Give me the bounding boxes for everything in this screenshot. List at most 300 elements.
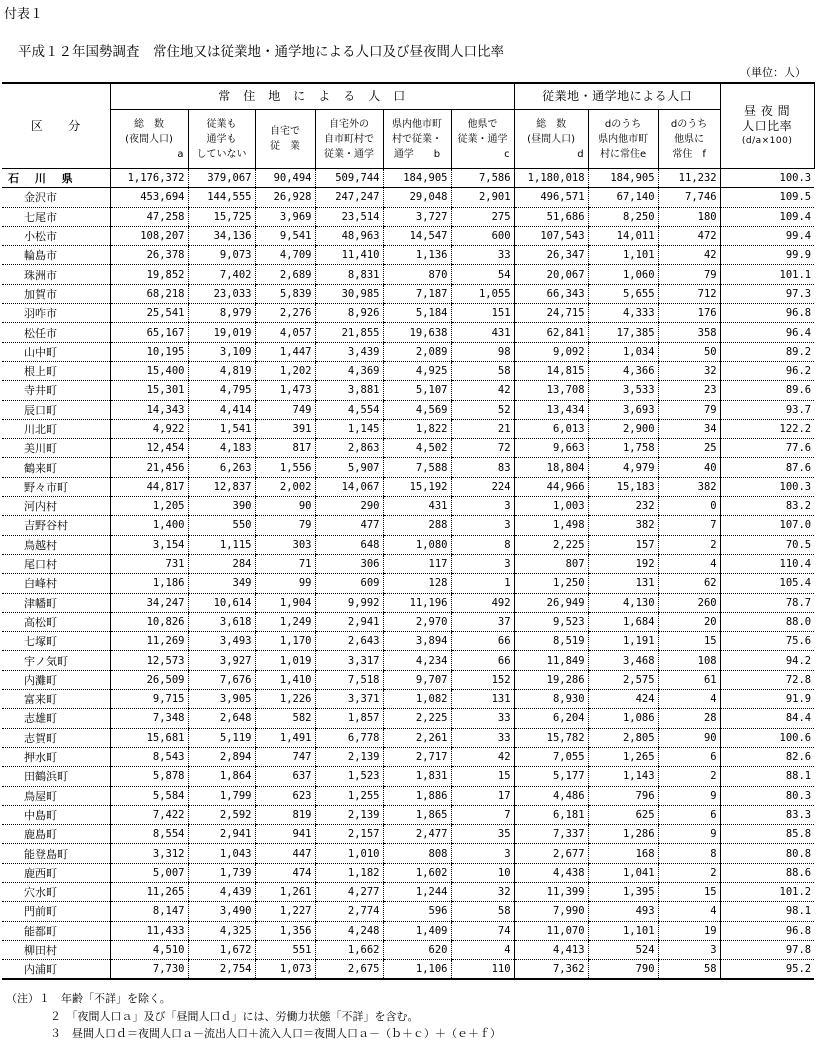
table-cell: 1,145 [315,419,383,438]
table-cell: 4,183 [188,439,255,458]
table-cell: 90 [255,497,315,516]
table-cell: 19,852 [110,265,188,284]
table-cell: 65,167 [110,323,188,342]
table-row [2,593,814,612]
table-cell: 3,317 [315,651,383,670]
header-ratio [720,83,814,169]
table-row [2,940,814,959]
table-cell: 144,555 [188,188,255,207]
table-cell: 379,067 [188,169,255,188]
table-cell: 303 [255,535,315,554]
table-cell: 3,490 [188,902,255,921]
table-cell: 4,439 [188,882,255,901]
table-cell: 83.3 [720,805,814,824]
table-cell: 4,979 [588,458,658,477]
table-cell: 131 [451,690,514,709]
table-cell: 4,709 [255,246,315,265]
table-row-prefecture [2,169,814,188]
table-cell: 105.4 [720,574,814,593]
table-cell: 7,730 [110,960,188,980]
table-cell: 8,979 [188,304,255,323]
table-cell: 21,855 [315,323,383,342]
table-cell: 1,541 [188,419,255,438]
table-cell: 3,618 [188,612,255,631]
table-cell: 100.3 [720,169,814,188]
row-label: 内灘町 [2,670,110,689]
table-cell: 13,434 [514,400,588,419]
table-cell: 747 [255,747,315,766]
table-cell: 2,754 [188,960,255,980]
row-label: 中島町 [2,805,110,824]
table-cell: 21,456 [110,458,188,477]
column-header [255,110,315,169]
table-cell: 2,894 [188,747,255,766]
table-cell: 1,143 [588,767,658,786]
table-cell: 101.1 [720,265,814,284]
table-cell: 5,878 [110,767,188,786]
table-cell: 1,060 [588,265,658,284]
table-cell: 180 [658,207,720,226]
table-cell: 712 [658,284,720,303]
row-label: 野々市町 [2,477,110,496]
table-cell: 77.6 [720,439,814,458]
table-cell: 941 [255,825,315,844]
table-cell: 2,276 [255,304,315,323]
table-cell: 7,348 [110,709,188,728]
table-cell: 4,057 [255,323,315,342]
table-cell: 89.6 [720,381,814,400]
row-label: 石 川 県 [2,169,110,188]
table-cell: 109.4 [720,207,814,226]
row-label: 七尾市 [2,207,110,226]
table-row [2,902,814,921]
column-header [658,110,720,169]
table-cell: 3,109 [188,342,255,361]
table-cell: 47,258 [110,207,188,226]
column-header [383,110,451,169]
table-cell: 18,804 [514,458,588,477]
table-cell: 6,013 [514,419,588,438]
header-group-jouju: 常 住 地 に よ る 人 口 [110,83,514,110]
table-cell: 26,347 [514,246,588,265]
table-cell: 91.9 [720,690,814,709]
table-cell: 260 [658,593,720,612]
table-cell: 72 [451,439,514,458]
table-cell: 1,115 [188,535,255,554]
row-label: 鳥屋町 [2,786,110,805]
table-cell: 1,082 [383,690,451,709]
column-header-line: c [504,148,510,160]
table-cell: 109.5 [720,188,814,207]
table-cell: 1,556 [255,458,315,477]
table-cell: 51,686 [514,207,588,226]
table-row [2,516,814,535]
table-cell: 74 [451,921,514,940]
table-cell: 2,575 [588,670,658,689]
table-cell: 28 [658,709,720,728]
table-cell: 284 [188,554,255,573]
row-label: 柳田村 [2,940,110,959]
table-cell: 99 [255,574,315,593]
table-cell: 3,439 [315,342,383,361]
table-cell: 1,857 [315,709,383,728]
table-row [2,207,814,226]
table-row [2,863,814,882]
table-cell: 90 [658,728,720,747]
table-cell: 26,378 [110,246,188,265]
column-header-line: a [177,148,184,160]
table-cell: 609 [315,574,383,593]
table-cell: 3,154 [110,535,188,554]
table-cell: 34 [658,419,720,438]
table-cell: 0 [658,497,720,516]
table-cell: 151 [451,304,514,323]
table-cell: 1,226 [255,690,315,709]
table-cell: 3,894 [383,632,451,651]
column-header [315,110,383,169]
table-cell: 620 [383,940,451,959]
table-cell: 42 [658,246,720,265]
table-cell: 2,477 [383,825,451,844]
table-cell: 2,225 [514,535,588,554]
table-cell: 20,067 [514,265,588,284]
column-header-line: (夜間人口) [125,133,173,145]
table-row [2,419,814,438]
table-cell: 1,684 [588,612,658,631]
table-cell: 1,019 [255,651,315,670]
table-cell: 1,286 [588,825,658,844]
table-cell: 6 [658,805,720,824]
table-cell: 3 [451,554,514,573]
table-cell: 1,043 [188,844,255,863]
column-header-line: (昼間人口) [527,133,575,145]
row-label: 金沢市 [2,188,110,207]
table-cell: 89.2 [720,342,814,361]
table-cell: 2,225 [383,709,451,728]
table-cell: 2,774 [315,902,383,921]
table-row [2,632,814,651]
table-cell: 1,186 [110,574,188,593]
table-row [2,400,814,419]
table-cell: 391 [255,419,315,438]
table-cell: 3,371 [315,690,383,709]
table-cell: 1,182 [315,863,383,882]
table-cell: 1,180,018 [514,169,588,188]
table-cell: 66,343 [514,284,588,303]
table-cell: 1,473 [255,381,315,400]
table-cell: 79 [255,516,315,535]
table-cell: 15,782 [514,728,588,747]
table-cell: 1,255 [315,786,383,805]
table-cell: 474 [255,863,315,882]
table-cell: 1,106 [383,960,451,980]
table-cell: 80.3 [720,786,814,805]
table-cell: 8,250 [588,207,658,226]
table-cell: 551 [255,940,315,959]
table-row [2,767,814,786]
table-cell: 78.7 [720,593,814,612]
table-cell: 1,831 [383,767,451,786]
table-cell: 4,130 [588,593,658,612]
table-cell: 15 [658,882,720,901]
table-cell: 58 [658,960,720,980]
table-cell: 637 [255,767,315,786]
table-row [2,960,814,980]
table-cell: 5,584 [110,786,188,805]
table-cell: 168 [588,844,658,863]
row-label: 川北町 [2,419,110,438]
table-cell: 7,676 [188,670,255,689]
table-cell: 100.3 [720,477,814,496]
table-cell: 807 [514,554,588,573]
table-cell: 4 [451,940,514,959]
table-cell: 5,007 [110,863,188,882]
table-cell: 110 [451,960,514,980]
table-cell: 731 [110,554,188,573]
row-label: 鶴来町 [2,458,110,477]
table-cell: 37 [451,612,514,631]
table-cell: 2,970 [383,612,451,631]
table-cell: 790 [588,960,658,980]
row-label: 美川町 [2,439,110,458]
table-cell: 48,963 [315,226,383,245]
table-cell: 9,663 [514,439,588,458]
table-cell: 128 [383,574,451,593]
table-cell: 85.8 [720,825,814,844]
table-row [2,265,814,284]
table-row [2,497,814,516]
table-cell: 15 [451,767,514,786]
table-cell: 1,265 [588,747,658,766]
row-label: 羽咋市 [2,304,110,323]
table-cell: 17,385 [588,323,658,342]
table-row [2,554,814,573]
table-cell: 6,204 [514,709,588,728]
table-cell: 431 [451,323,514,342]
table-cell: 5,184 [383,304,451,323]
table-cell: 4,486 [514,786,588,805]
table-cell: 5,839 [255,284,315,303]
table-cell: 23,033 [188,284,255,303]
column-header-line: 従業・通学 [324,148,374,160]
table-cell: 3,905 [188,690,255,709]
table-cell: 122.2 [720,419,814,438]
table-cell: 11,433 [110,921,188,940]
table-row [2,574,814,593]
table-cell: 1,799 [188,786,255,805]
table-cell: 98.1 [720,902,814,921]
table-cell: 23,514 [315,207,383,226]
table-cell: 107,543 [514,226,588,245]
table-cell: 7,362 [514,960,588,980]
table-cell: 5,177 [514,767,588,786]
table-cell: 96.8 [720,921,814,940]
table-row [2,304,814,323]
column-header-line: 総 数 [134,118,164,130]
row-label: 鳥越村 [2,535,110,554]
table-cell: 596 [383,902,451,921]
table-cell: 275 [451,207,514,226]
table-cell: 42 [451,747,514,766]
table-cell: 10 [451,863,514,882]
header-ratio-line: 人口比率 [742,118,793,133]
table-cell: 2,592 [188,805,255,824]
column-header [188,110,255,169]
row-label: 能都町 [2,921,110,940]
table-cell: 2,157 [315,825,383,844]
table-cell: 3,693 [588,400,658,419]
table-cell: 96.4 [720,323,814,342]
row-label: 津幡町 [2,593,110,612]
table-cell: 1,202 [255,361,315,380]
table-cell: 224 [451,477,514,496]
table-cell: 9 [658,825,720,844]
table-cell: 100.6 [720,728,814,747]
table-cell: 35 [451,825,514,844]
table-row [2,805,814,824]
table-cell: 453,694 [110,188,188,207]
column-header-line: 常住 f [672,148,706,160]
column-header-line: 他県で [467,118,498,130]
table-cell: 54 [451,265,514,284]
page-title: 平成１２年国勢調査 常住地又は従業地・通学地による人口及び昼夜間人口比率 [18,44,504,60]
table-cell: 382 [588,516,658,535]
row-label: 穴水町 [2,882,110,901]
table-cell: 12,573 [110,651,188,670]
table-cell: 15,183 [588,477,658,496]
table-cell: 7 [658,516,720,535]
table-cell: 8,147 [110,902,188,921]
table-cell: 66 [451,651,514,670]
table-cell: 61 [658,670,720,689]
table-cell: 11,265 [110,882,188,901]
table-cell: 447 [255,844,315,863]
table-cell: 12,837 [188,477,255,496]
table-cell: 4,569 [383,400,451,419]
table-cell: 30,985 [315,284,383,303]
table-cell: 10,614 [188,593,255,612]
table-cell: 4,795 [188,381,255,400]
table-cell: 58 [451,902,514,921]
table-cell: 9,715 [110,690,188,709]
table-cell: 83.2 [720,497,814,516]
table-cell: 71 [255,554,315,573]
table-cell: 3 [658,940,720,959]
column-header-line: 自宅外の [329,118,369,130]
table-cell: 623 [255,786,315,805]
table-cell: 99.4 [720,226,814,245]
table-cell: 8 [658,844,720,863]
table-cell: 1,101 [588,246,658,265]
table-cell: 14,011 [588,226,658,245]
table-cell: 1,003 [514,497,588,516]
table-cell: 382 [658,477,720,496]
table-cell: 62,841 [514,323,588,342]
table-cell: 8,831 [315,265,383,284]
table-cell: 496,571 [514,188,588,207]
table-row [2,921,814,940]
table-cell: 492 [451,593,514,612]
table-cell: 1 [451,574,514,593]
table-cell: 11,070 [514,921,588,940]
table-cell: 625 [588,805,658,824]
table-cell: 42 [451,381,514,400]
table-cell: 95.2 [720,960,814,980]
table-row [2,728,814,747]
table-cell: 25,541 [110,304,188,323]
table-cell: 749 [255,400,315,419]
table-cell: 1,227 [255,902,315,921]
header-kubun: 区 分 [2,83,110,169]
table-cell: 4 [658,690,720,709]
table-cell: 2,863 [315,439,383,458]
table-cell: 176 [658,304,720,323]
table-cell: 15,301 [110,381,188,400]
table-row [2,882,814,901]
table-cell: 2,139 [315,747,383,766]
table-cell: 5,907 [315,458,383,477]
header-ratio-line: (d/a×100) [741,135,793,146]
table-cell: 550 [188,516,255,535]
table-cell: 24,715 [514,304,588,323]
table-cell: 477 [315,516,383,535]
table-cell: 6,181 [514,805,588,824]
row-label: 吉野谷村 [2,516,110,535]
table-row [2,786,814,805]
table-cell: 88.6 [720,863,814,882]
column-header [514,110,588,169]
table-cell: 11,849 [514,651,588,670]
table-cell: 2,677 [514,844,588,863]
table-cell: 7,746 [658,188,720,207]
table-cell: 2,941 [188,825,255,844]
table-cell: 34,247 [110,593,188,612]
table-cell: 7,187 [383,284,451,303]
table-cell: 26,509 [110,670,188,689]
table-cell: 17 [451,786,514,805]
table-cell: 110.4 [720,554,814,573]
row-label: 河内村 [2,497,110,516]
table-cell: 2 [658,863,720,882]
table-cell: 288 [383,516,451,535]
table-cell: 10,826 [110,612,188,631]
table-cell: 1,261 [255,882,315,901]
column-header-line: 村に常住e [600,148,647,160]
table-cell: 7,337 [514,825,588,844]
column-header-line: 村で従業・ [392,133,442,145]
table-cell: 7,586 [451,169,514,188]
table-cell: 88.0 [720,612,814,631]
table-cell: 15,192 [383,477,451,496]
table-cell: 808 [383,844,451,863]
table-cell: 88.1 [720,767,814,786]
column-header-line: 通学も [206,133,237,145]
table-row [2,670,814,689]
row-label: 志賀町 [2,728,110,747]
table-cell: 96.8 [720,304,814,323]
table-cell: 96.2 [720,361,814,380]
row-label: 能登島町 [2,844,110,863]
table-cell: 6,778 [315,728,383,747]
table-cell: 72.8 [720,670,814,689]
table-cell: 192 [588,554,658,573]
table-cell: 2,643 [315,632,383,651]
table-cell: 1,409 [383,921,451,940]
table-cell: 11,399 [514,882,588,901]
table-cell: 44,817 [110,477,188,496]
table-cell: 14,343 [110,400,188,419]
column-header-line: 他県に [674,133,705,145]
